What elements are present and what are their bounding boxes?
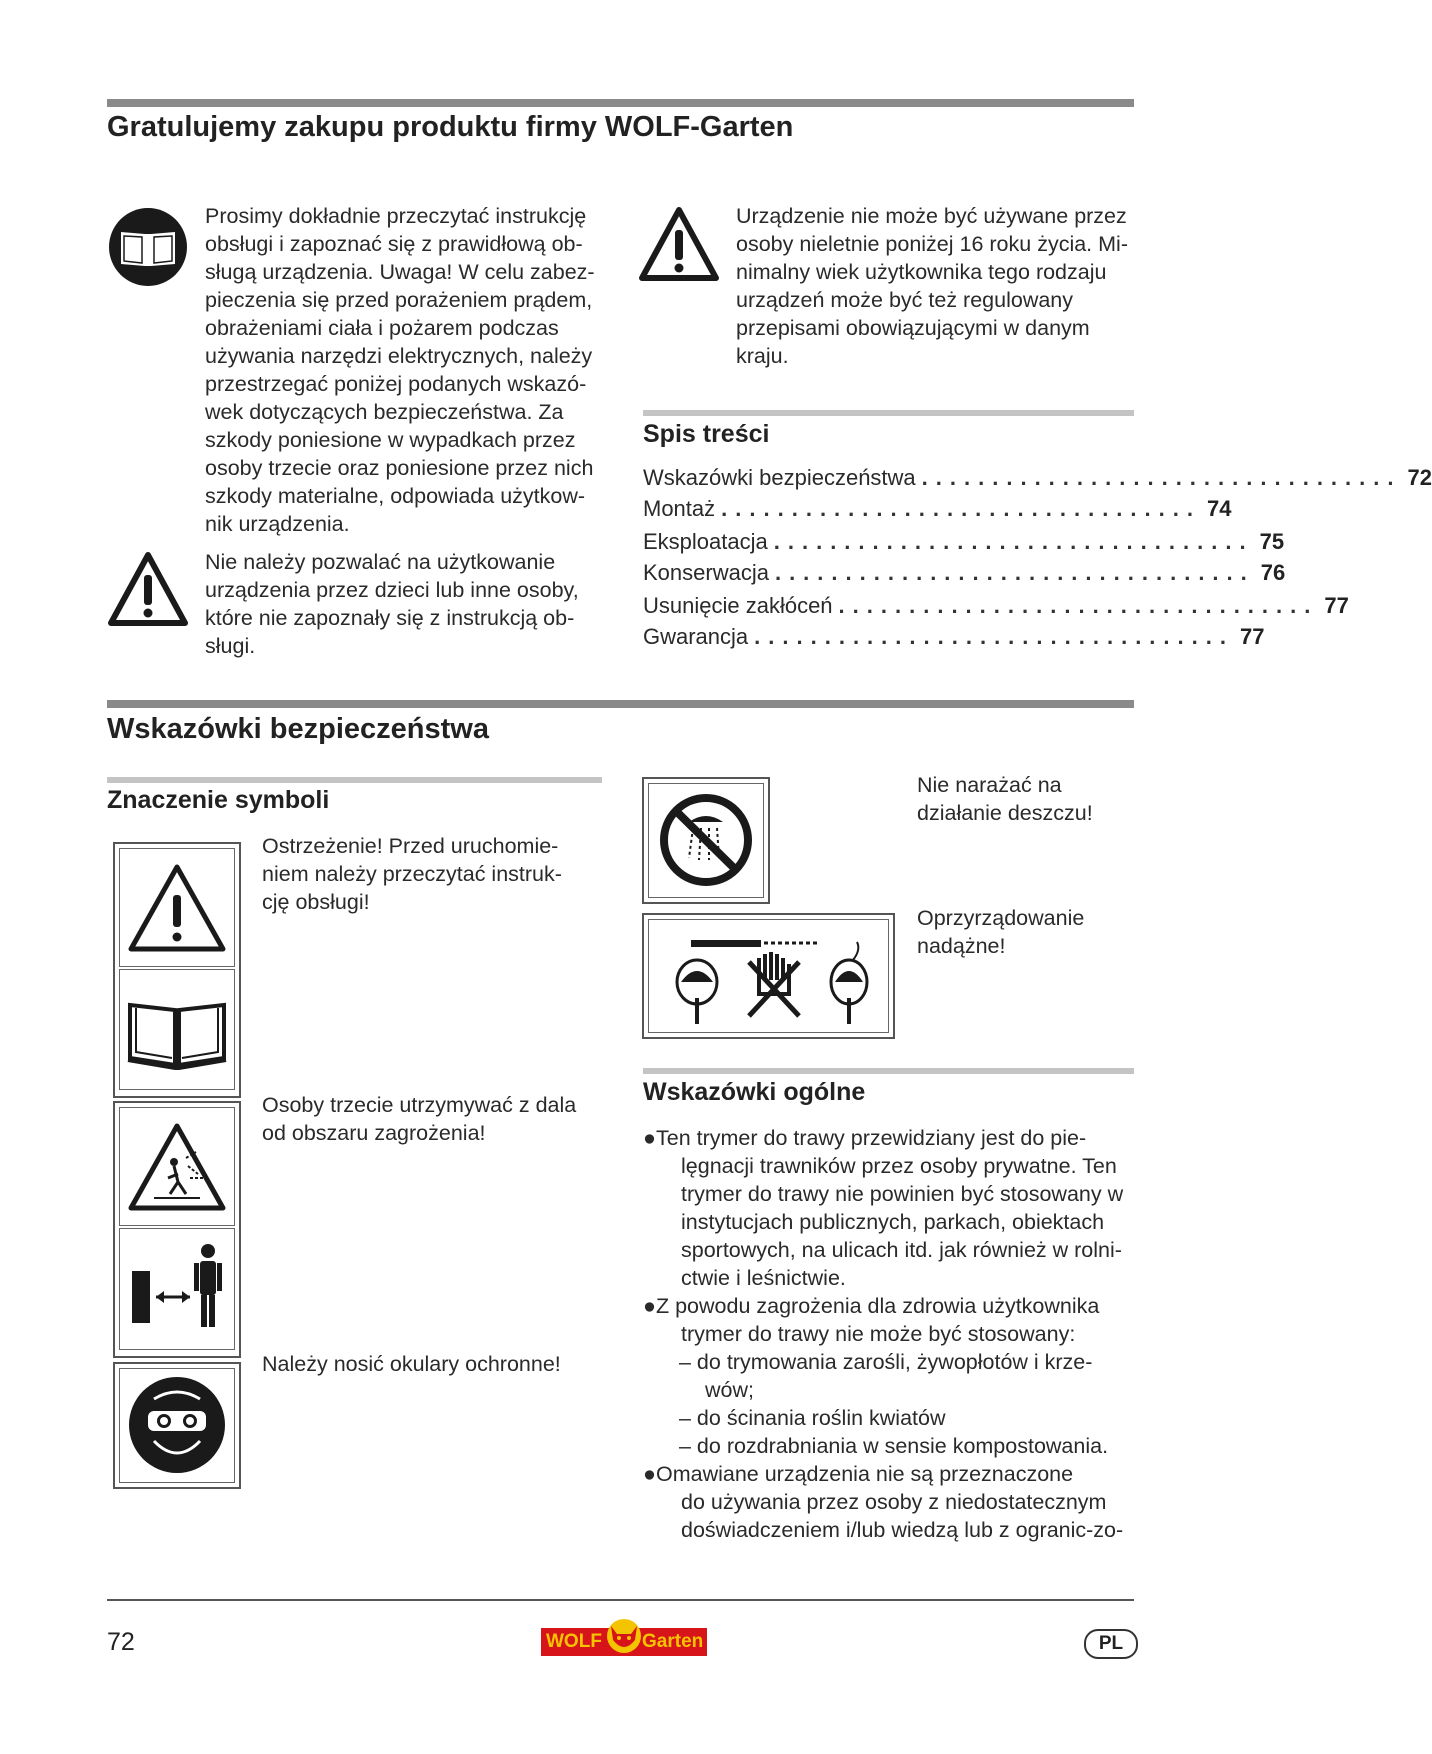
distance-icon: [120, 1229, 234, 1349]
list-item: ●Ten trymer do trawy przewidziany jest do pie-: [643, 1126, 1087, 1150]
symbols-rule: [107, 777, 602, 783]
language-badge: PL: [1084, 1629, 1138, 1659]
list-item: trymer do trawy nie powinien być stosowany w: [681, 1182, 1124, 1206]
read-manual-paragraph: Prosimy dokładnie przeczytać instrukcję obsługi i zapoznać się z prawidłową ob- sługą urządzenia. Uwaga! W celu zabez- pieczenia się przed porażeniem prądem, obrażeniami ciała i pożarem podczas używania narzędzi elektrycznych, należy przestrzegać poniżej podanych wskazó- wek dotyczących bezpieczeństwa. Za szkody poniesione w wypadkach przez osoby trzecie oraz poniesione przez nich szkody materialne, odpowiada użytkow- nik urządzenia.: [205, 204, 595, 536]
book-icon: [120, 970, 234, 1089]
toc-item[interactable]: Wskazówki bezpieczeństwa .................................. 72: [643, 465, 1432, 490]
list-item: doświadczeniem i/lub wiedzą lub z ogranic-zo-: [681, 1518, 1124, 1542]
list-item: instytucjach publicznych, parkach, obiektach: [681, 1210, 1105, 1234]
page-number: 72: [107, 1628, 135, 1656]
read-manual-symbol-text: Ostrzeżenie! Przed uruchomie- niem należy przeczytać instruk- cję obsługi!: [262, 834, 562, 914]
symbol-goggles: [113, 1362, 241, 1489]
wolf-garten-logo: [541, 1620, 707, 1658]
list-item: ●Omawiane urządzenia nie są przeznaczone: [643, 1462, 1074, 1486]
list-item: trymer do trawy nie może być stosowany:: [681, 1322, 1076, 1346]
children-warning-paragraph: Nie należy pozwalać na użytkowanie urządzenia przez dzieci lub inne osoby, które nie zapoznały się z instrukcją ob- sługi.: [205, 550, 579, 658]
general-rule: [643, 1068, 1134, 1074]
toc-rule: [643, 410, 1134, 416]
logo-garten-text: Garten: [642, 1631, 704, 1652]
toc-item[interactable]: Konserwacja .................................. 76: [643, 560, 1286, 585]
section-title: Wskazówki bezpieczeństwa: [107, 713, 489, 745]
list-item: do używania przez osoby z niedostatecznym: [681, 1490, 1107, 1514]
logo-wolf-text: WOLF: [546, 1631, 602, 1652]
thrown-objects-icon: [120, 1108, 234, 1225]
toc-item[interactable]: Usunięcie zakłóceń .................................. 77: [643, 593, 1349, 618]
section-rule: [107, 700, 1134, 708]
goggles-symbol-text: Należy nosić okulary ochronne!: [262, 1352, 561, 1376]
book-icon: [107, 206, 189, 288]
symbol-read-manual: [113, 842, 241, 1098]
page-title: Gratulujemy zakupu produktu firmy WOLF-Garten: [107, 111, 794, 143]
header-rule: [107, 99, 1134, 107]
warning-icon: [120, 849, 234, 966]
no-rain-icon: [649, 784, 763, 897]
list-item: – do ścinania roślin kwiatów: [679, 1406, 946, 1430]
footer-rule: [107, 1599, 1134, 1601]
list-item: lęgnacji trawników przez osoby prywatne. Ten: [681, 1154, 1117, 1178]
list-item: ctwie i leśnictwie.: [681, 1266, 846, 1290]
toc-item[interactable]: Eksploatacja .................................. 75: [643, 529, 1285, 554]
toc-item[interactable]: Gwarancja .................................. 77: [643, 624, 1265, 649]
warning-icon: [638, 206, 720, 284]
list-item: – do rozdrabniania w sensie kompostowania.: [679, 1434, 1109, 1458]
list-item: wów;: [705, 1378, 754, 1402]
coasting-symbol-text: Oprzyrządowanie nadążne!: [917, 906, 1085, 958]
coasting-icon: [649, 920, 888, 1032]
warning-icon: [107, 551, 189, 629]
symbol-no-rain: [642, 777, 770, 904]
list-item: sportowych, na ulicach itd. jak również w rolni-: [681, 1238, 1122, 1262]
age-warning-paragraph: Urządzenie nie może być używane przez osoby nieletnie poniżej 16 roku życia. Mi- nimalny wiek użytkownika tego rodzaju urządzeń może być też regulowany przepisami obowiązującymi w danym kraju.: [736, 204, 1128, 368]
keep-distance-symbol-text: Osoby trzecie utrzymywać z dala od obszaru zagrożenia!: [262, 1093, 577, 1145]
toc-item[interactable]: Montaż .................................. 74: [643, 496, 1232, 521]
symbols-title: Znaczenie symboli: [107, 786, 330, 814]
general-title: Wskazówki ogólne: [643, 1078, 866, 1106]
list-item: – do trymowania zarośli, żywopłotów i krze-: [679, 1350, 1093, 1374]
symbol-keep-distance: [113, 1101, 241, 1358]
symbol-coasting: [642, 913, 895, 1039]
goggles-icon: [120, 1369, 234, 1482]
toc-title: Spis treści: [643, 420, 770, 448]
no-rain-symbol-text: Nie narażać na działanie deszczu!: [917, 773, 1093, 825]
list-item: ●Z powodu zagrożenia dla zdrowia użytkownika: [643, 1294, 1100, 1318]
